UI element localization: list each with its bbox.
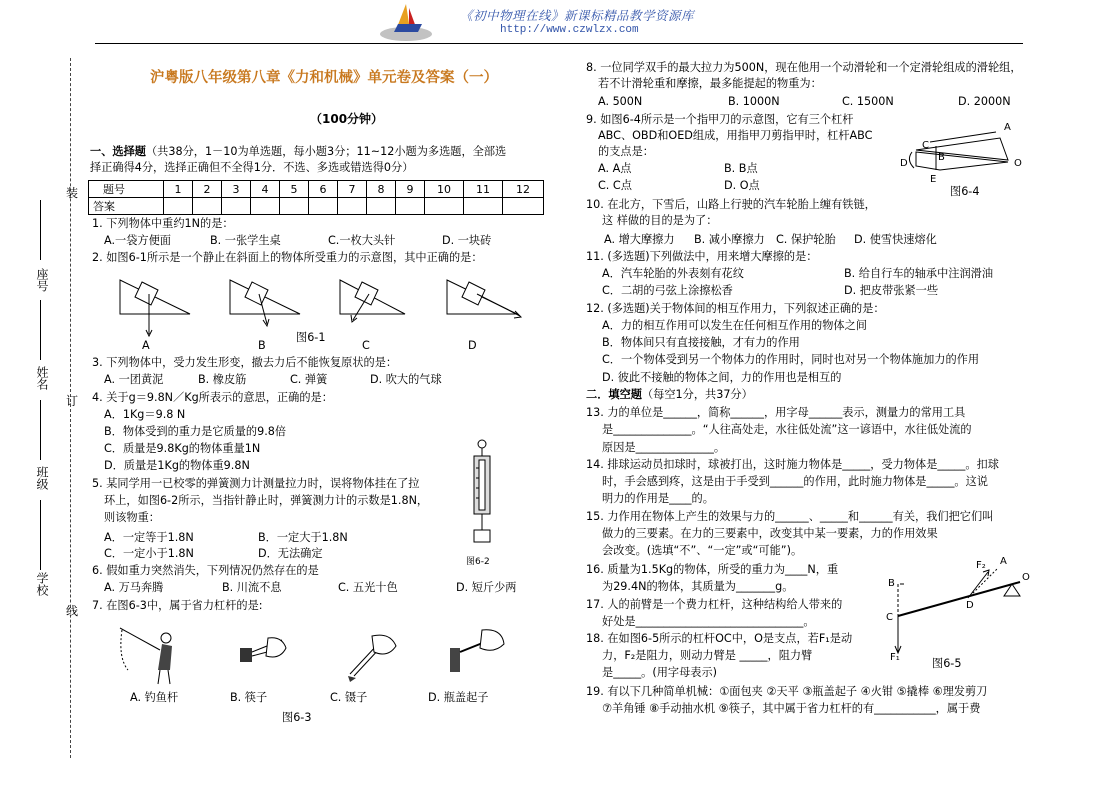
q9-opt-d: D. O点 <box>724 179 760 192</box>
q17-line1: 17. 人的前臂是一个费力杠杆，这种结构给人带来的 <box>586 598 843 611</box>
q11-opt-c: C．二胡的弓弦上涂擦松香 <box>602 284 733 297</box>
name-fill-line <box>40 300 41 360</box>
figure-6-5-lever <box>880 560 1030 660</box>
q4-opt-b: B．物体受到的重力是它质量的9.8倍 <box>104 425 287 438</box>
answer-table-row2-label: 答案 <box>89 198 164 215</box>
q14-line3: 明力的作用是____的。 <box>602 492 714 505</box>
header-url[interactable]: http://www.czwlzx.com <box>500 24 639 36</box>
q3-opt-a: A. 一团黄泥 <box>104 373 164 386</box>
answer-cell[interactable] <box>338 198 367 215</box>
q6-opt-a: A. 万马奔腾 <box>104 581 164 594</box>
fig61-a-diagram <box>120 280 190 336</box>
school-label: 学校 <box>35 572 49 596</box>
q9-stem-line3: 的支点是： <box>598 145 654 158</box>
q1-stem: 1. 下列物体中重约1N的是： <box>92 217 234 230</box>
q18-line3: 是_____。(用字母表示) <box>602 666 718 679</box>
q10-opt-c: C. 保护轮胎 <box>776 233 836 246</box>
q11-opt-d: D. 把皮带张紧一些 <box>844 284 939 297</box>
figure-6-2-spring-scale <box>462 438 502 558</box>
fig61-label-d: D <box>468 339 477 352</box>
q1-opt-a: A.一袋方便面 <box>104 234 171 247</box>
q7-opt-c: C. 镊子 <box>330 691 368 704</box>
q18-line2: 力，F₂是阻力，则动力臂是 _____，阻力臂 <box>602 649 813 662</box>
q13-line2: 是______________。“人往高处走，水往低处流”这一谚语中，水往低处流的 <box>602 423 972 436</box>
q5-opt-a: A．一定等于1.8N <box>104 531 194 544</box>
q10-opt-a: A. 增大摩擦力 <box>604 233 675 246</box>
fig64-label-e: E <box>930 174 937 185</box>
margin-zhuang: 装 <box>66 186 79 200</box>
fig65-caption: 图6-5 <box>932 657 962 670</box>
fig65-label-d: D <box>966 600 974 611</box>
q7-stem: 7. 在图6-3中，属于省力杠杆的是: <box>92 599 263 612</box>
answer-table <box>88 180 544 215</box>
fig63-caption: 图6-3 <box>282 711 312 724</box>
fig61-caption: 图6-1 <box>296 331 326 344</box>
fig64-caption: 图6-4 <box>950 185 980 198</box>
answer-table-num: 8 <box>367 181 396 198</box>
fig61-b-diagram <box>230 280 300 326</box>
q6-opt-d: D. 短斤少两 <box>456 581 517 594</box>
answer-cell[interactable] <box>193 198 222 215</box>
q3-opt-b: B. 橡皮筋 <box>198 373 247 386</box>
q1-opt-d: D. 一块砖 <box>442 234 492 247</box>
answer-table-num: 2 <box>193 181 222 198</box>
q8-opt-d: D. 2000N <box>958 95 1011 108</box>
fig61-c-diagram <box>340 280 405 322</box>
seat-label: 座号 <box>35 268 49 292</box>
q14-line1: 14. 排球运动员扣球时，球被打出，这时施力物体是_____，受力物体是_____。扣球 <box>586 458 999 471</box>
q11-stem: 11. (多选题)下列做法中，用来增大摩擦的是： <box>586 250 818 263</box>
q13-line1: 13. 力的单位是______，简称______，用字母______表示，测量力的常用工具 <box>586 406 966 419</box>
name-label: 姓名 <box>35 366 49 390</box>
answer-cell[interactable] <box>222 198 251 215</box>
q5-opt-d: D．无法确定 <box>258 547 323 560</box>
q10-opt-b: B. 减小摩擦力 <box>694 233 765 246</box>
q1-opt-c: C.一枚大头针 <box>328 234 396 247</box>
q6-opt-c: C. 五光十色 <box>338 581 398 594</box>
q19-line2: ⑦羊角锤 ⑧手动抽水机 ⑨筷子，其中属于省力杠杆的有___________，属于费 <box>602 702 981 715</box>
fig65-label-b: B <box>888 578 895 589</box>
q5-stem-line3: 则该物重： <box>104 511 160 524</box>
q4-stem: 4. 关于g＝9.8N／Kg所表示的意思，正确的是： <box>92 391 333 404</box>
q17-line2: 好处是______________________________。 <box>602 615 815 628</box>
school-fill-line <box>40 500 41 570</box>
q8-opt-a: A. 500N <box>598 95 643 108</box>
q6-opt-b: B. 川流不息 <box>222 581 282 594</box>
fig61-label-b: B <box>258 339 266 352</box>
answer-table-num: 12 <box>503 181 544 198</box>
q8-opt-c: C. 1500N <box>842 95 894 108</box>
fig62-caption: 图6-2 <box>466 557 490 567</box>
section1-desc1: （共38分，1－10为单选题，每小题3分；11~12小题为多选题，全部选 <box>145 145 507 158</box>
q8-stem-line1: 8. 一位同学双手的最大拉力为500N，现在他用一个动滑轮和一个定滑轮组成的滑轮组， <box>586 61 1022 74</box>
q10-opt-d: D. 使雪快速熔化 <box>854 233 937 246</box>
fig64-label-b: B <box>938 152 945 163</box>
section2-desc: （每空1分，共37分） <box>641 388 753 401</box>
answer-table-num: 1 <box>164 181 193 198</box>
answer-table-num: 7 <box>338 181 367 198</box>
q18-line1: 18. 在如图6-5所示的杠杆OC中，O是支点，若F₁是动 <box>586 632 853 645</box>
q10-stem-line1: 10. 在北方，下雪后，山路上行驶的汽车轮胎上缠有铁链， <box>586 198 876 211</box>
answer-cell[interactable] <box>309 198 338 215</box>
bottle-opener-icon <box>450 630 504 672</box>
page-subtitle: （100分钟） <box>310 112 384 126</box>
q4-opt-d: D．质量是1Kg的物体重9.8N <box>104 459 250 472</box>
chopsticks-icon <box>240 638 286 662</box>
site-logo-icon <box>376 0 436 44</box>
q11-opt-b: B. 给自行车的轴承中注润滑油 <box>844 267 994 280</box>
q7-opt-a: A. 钓鱼杆 <box>130 691 179 704</box>
q5-stem-line2: 环上，如图6-2所示，当指针静止时，弹簧测力计的示数是1.8N， <box>104 494 429 507</box>
q8-opt-b: B. 1000N <box>728 95 780 108</box>
q3-opt-c: C. 弹簧 <box>290 373 328 386</box>
q3-stem: 3. 下列物体中，受力发生形变，撤去力后不能恢复原状的是： <box>92 356 398 369</box>
q12-opt-a: A．力的相互作用可以发生在任何相互作用的物体之间 <box>602 319 867 332</box>
class-label: 班级 <box>35 466 49 490</box>
q9-opt-a: A. A点 <box>598 162 632 175</box>
section1-desc-line1 <box>90 144 506 160</box>
q16-line1: 16. 质量为1.5Kg的物体，所受的重力为____N，重 <box>586 563 839 576</box>
answer-table-num: 4 <box>251 181 280 198</box>
answer-table-num: 9 <box>396 181 425 198</box>
q14-line2: 时，手会感到疼，这是由于手受到______的作用，此时施力物体是_____。这说 <box>602 475 988 488</box>
answer-cell[interactable] <box>367 198 396 215</box>
fig64-label-a: A <box>1004 122 1011 133</box>
section2-heading: 二．填空题 <box>586 388 642 401</box>
q4-opt-a: A．1Kg＝9.8 N <box>104 408 186 421</box>
section1-desc2: 择正确得4分，选择正确但不全得1分．不选、多选或错选得0分） <box>90 161 414 174</box>
fig64-label-c: C <box>922 140 929 151</box>
q8-stem-line2: 若不计滑轮重和摩擦，最多能提起的物重为： <box>598 77 822 90</box>
header-rule <box>95 43 1023 44</box>
q16-line2: 为29.4N的物体，其质量为_______g。 <box>602 580 794 593</box>
answer-cell[interactable] <box>503 198 544 215</box>
fishing-rod-icon <box>120 628 172 684</box>
fig61-d-diagram <box>447 280 521 318</box>
fig65-label-a: A <box>1000 556 1007 567</box>
margin-xian: 线 <box>66 604 79 618</box>
answer-cell[interactable] <box>396 198 425 215</box>
q10-stem-line2: 这 样做的目的是为了： <box>602 214 718 227</box>
answer-cell[interactable] <box>280 198 309 215</box>
answer-cell[interactable] <box>425 198 464 215</box>
q5-opt-b: B．一定大于1.8N <box>258 531 348 544</box>
q9-stem-line1: 9. 如图6-4所示是一个指甲刀的示意图，它有三个杠杆 <box>586 113 854 126</box>
q15-line3: 会改变。(选填“不”、“一定”或“可能”)。 <box>602 544 803 557</box>
answer-table-num: 11 <box>464 181 503 198</box>
q7-opt-d: D. 瓶盖起子 <box>428 691 489 704</box>
fig65-label-f1: F₁ <box>890 652 900 663</box>
answer-cell[interactable] <box>164 198 193 215</box>
q12-opt-d: D. 彼此不接触的物体之间，力的作用也是相互的 <box>602 371 842 384</box>
answer-table-num: 5 <box>280 181 309 198</box>
fig65-label-c: C <box>886 612 893 623</box>
answer-table-answer-row <box>89 198 544 215</box>
fig61-label-a: A <box>142 339 150 352</box>
answer-table-num: 10 <box>425 181 464 198</box>
tweezers-icon <box>348 635 396 682</box>
section2-header <box>586 387 753 403</box>
answer-table-num: 6 <box>309 181 338 198</box>
q12-stem: 12. (多选题)关于物体间的相互作用力，下列叙述正确的是： <box>586 302 885 315</box>
answer-table-row1-label: 题号 <box>89 181 164 198</box>
q1-opt-b: B. 一张学生桌 <box>210 234 281 247</box>
q12-opt-b: B．物体间只有直接接触，才有力的作用 <box>602 336 800 349</box>
fig64-label-d: D <box>900 158 908 169</box>
q2-stem: 2. 如图6-1所示是一个静止在斜面上的物体所受重力的示意图，其中正确的是： <box>92 251 483 264</box>
q9-opt-c: C. C点 <box>598 179 632 192</box>
class-fill-line <box>40 400 41 460</box>
page-title: 沪粤版八年级第八章《力和机械》单元卷及答案（一） <box>150 70 498 86</box>
answer-table-num: 3 <box>222 181 251 198</box>
q13-line3: 原因是______________。 <box>602 441 726 454</box>
margin-ding: 订 <box>66 394 79 408</box>
q9-stem-line2: ABC、OBD和OED组成，用指甲刀剪指甲时，杠杆ABC <box>598 129 873 142</box>
figure-6-3-lever-tools <box>110 618 510 690</box>
q5-stem-line1: 5. 某同学用一已校零的弹簧测力计测量拉力时，误将物体挂在了拉 <box>92 477 420 490</box>
q11-opt-a: A．汽车轮胎的外表刻有花纹 <box>602 267 744 280</box>
q15-line1: 15. 力作用在物体上产生的效果与力的______、_____和______有关，我们把它们叫 <box>586 510 994 523</box>
fig61-label-c: C <box>362 339 370 352</box>
q6-stem: 6. 假如重力突然消失，下列情况仍然存在的是 <box>92 564 319 577</box>
q3-opt-d: D. 吹大的气球 <box>370 373 442 386</box>
fig65-label-f2: F₂ <box>976 560 986 571</box>
header-site-name: 《初中物理在线》新课标精品教学资源库 <box>460 8 695 23</box>
q9-opt-b: B. B点 <box>724 162 758 175</box>
fig65-label-o: O <box>1022 572 1030 583</box>
q12-opt-c: C．一个物体受到另一个物体力的作用时，同时也对另一个物体施加力的作用 <box>602 353 980 366</box>
answer-table-number-row <box>89 181 544 198</box>
seat-fill-line <box>40 200 41 260</box>
answer-cell[interactable] <box>251 198 280 215</box>
q19-line1: 19. 有以下几种简单机械：①面包夹 ②天平 ③瓶盖起子 ④火钳 ⑤撬棒 ⑥理发剪刀 <box>586 685 988 698</box>
fig64-label-o: O <box>1014 158 1022 169</box>
section1-heading: 一、选择题 <box>90 145 146 158</box>
q15-line2: 做力的三要素。在力的三要素中，改变其中某一要素，力的作用效果 <box>602 527 938 540</box>
answer-cell[interactable] <box>464 198 503 215</box>
q4-opt-c: C．质量是9.8Kg的物体重量1N <box>104 442 261 455</box>
q5-opt-c: C．一定小于1.8N <box>104 547 194 560</box>
q7-opt-b: B. 筷子 <box>230 691 268 704</box>
